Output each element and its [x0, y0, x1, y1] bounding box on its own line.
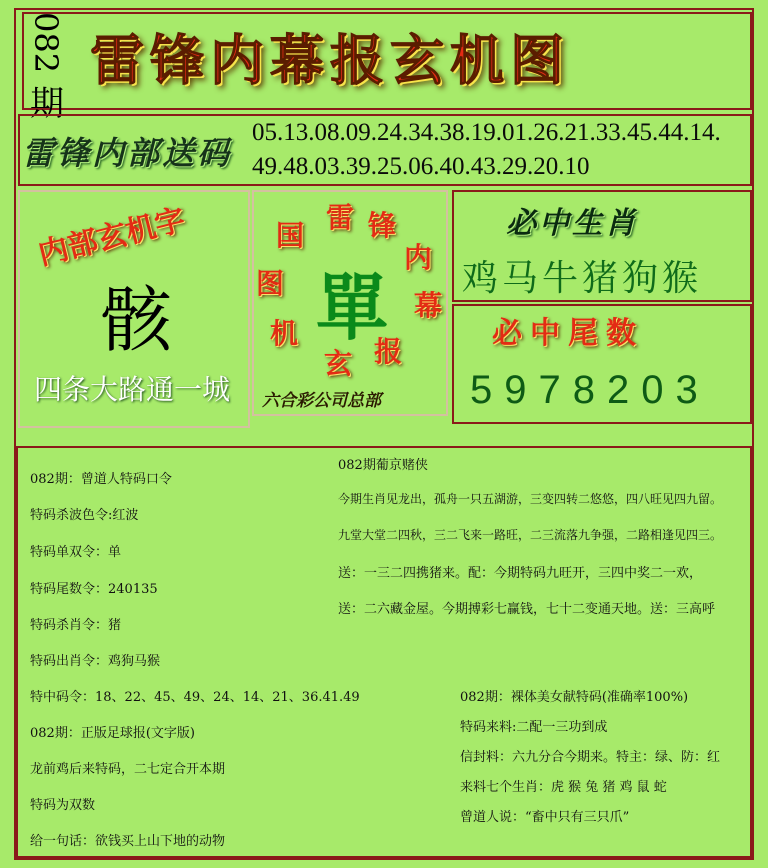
tip-left-6: 特码出肖令：鸡狗马猴 — [30, 654, 161, 669]
codes-label: 雷锋内部送码 — [22, 134, 233, 172]
tip-bottom-4: 来料七个生肖：虎 猴 兔 猪 鸡 鼠 蛇 — [460, 780, 667, 795]
secret-char-heading: 内部玄机字 — [34, 202, 189, 273]
tail-numbers: 5978203 — [470, 368, 710, 412]
ring-char-8: 图 — [256, 267, 285, 300]
center-character: 單 — [316, 265, 389, 350]
codes-line-1: 05.13.08.09.24.34.38.19.01.26.21.33.45.44.14. — [252, 119, 721, 146]
ring-char-2: 锋 — [368, 209, 397, 242]
tip-right-3: 送：一三二四携猪来。配：今期特码九旺开，三四中奖二一欢， — [338, 566, 703, 581]
ring-char-1: 雷 — [326, 201, 355, 234]
tip-left-5: 特码杀肖令：猪 — [30, 618, 122, 633]
tip-bottom-3: 信封料：六九分合今期来。特主：绿、防：红 — [460, 750, 721, 765]
center-footer: 六合彩公司总部 — [262, 391, 381, 411]
ring-char-3: 内 — [404, 241, 433, 274]
tip-left-10: 特码为双数 — [30, 798, 96, 813]
tip-left-1: 082期：曾道人特码口令 — [30, 472, 172, 487]
tip-left-8: 082期：正版足球报(文字版) — [30, 726, 195, 741]
tip-left-9: 龙前鸡后来特码，二七定合开本期 — [30, 762, 226, 777]
tip-left-11: 给一句话：欲钱买上山下地的动物 — [30, 834, 226, 849]
secret-character: 骸 — [100, 278, 173, 362]
secret-char-caption: 四条大路通一城 — [34, 373, 231, 406]
ring-char-7: 机 — [270, 317, 299, 350]
page-title: 雷锋内幕报玄机图 — [90, 28, 570, 92]
issue-label: 期 — [30, 84, 64, 124]
codes-line-2: 49.48.03.39.25.06.40.43.29.20.10 — [252, 153, 590, 180]
tail-heading: 必中尾数 — [492, 316, 644, 351]
tip-left-7: 特中码令：18、22、45、49、24、14、21、36.41.49 — [30, 690, 360, 705]
tip-left-3: 特码单双令：单 — [30, 545, 122, 560]
tip-right-1: 今期生肖见龙出，孤舟一只五湖游，三变四转二悠悠，四八旺见四九留。 — [338, 492, 723, 506]
ring-char-4: 幕 — [414, 289, 443, 322]
zodiac-list: 鸡马牛猪狗猴 — [462, 258, 703, 299]
tip-left-2: 特码杀波色令:红波 — [30, 508, 139, 523]
ring-char-6: 玄 — [324, 347, 353, 380]
tip-right-2: 九堂大堂二四秋，三二飞来一路旺，二三流落九争强，二路相逢见四三。 — [338, 528, 723, 542]
tip-right-heading: 082期葡京赌侠 — [338, 458, 428, 473]
issue-number: 082 — [27, 12, 65, 74]
ring-char-9: 国 — [276, 219, 305, 252]
zodiac-heading: 必中生肖 — [506, 206, 638, 241]
tip-left-4: 特码尾数令：240135 — [30, 582, 158, 597]
tip-right-4: 送：二六藏金屋。今期搏彩七赢钱，七十二变通天地。送：三高呼 — [338, 602, 716, 617]
tip-bottom-2: 特码来料:二配一三功到成 — [460, 720, 608, 735]
tip-bottom-1: 082期：裸体美女献特码(准确率100%) — [460, 690, 689, 705]
tip-bottom-5: 曾道人说：“畜中只有三只爪” — [460, 810, 630, 825]
ring-char-5: 报 — [374, 335, 403, 368]
